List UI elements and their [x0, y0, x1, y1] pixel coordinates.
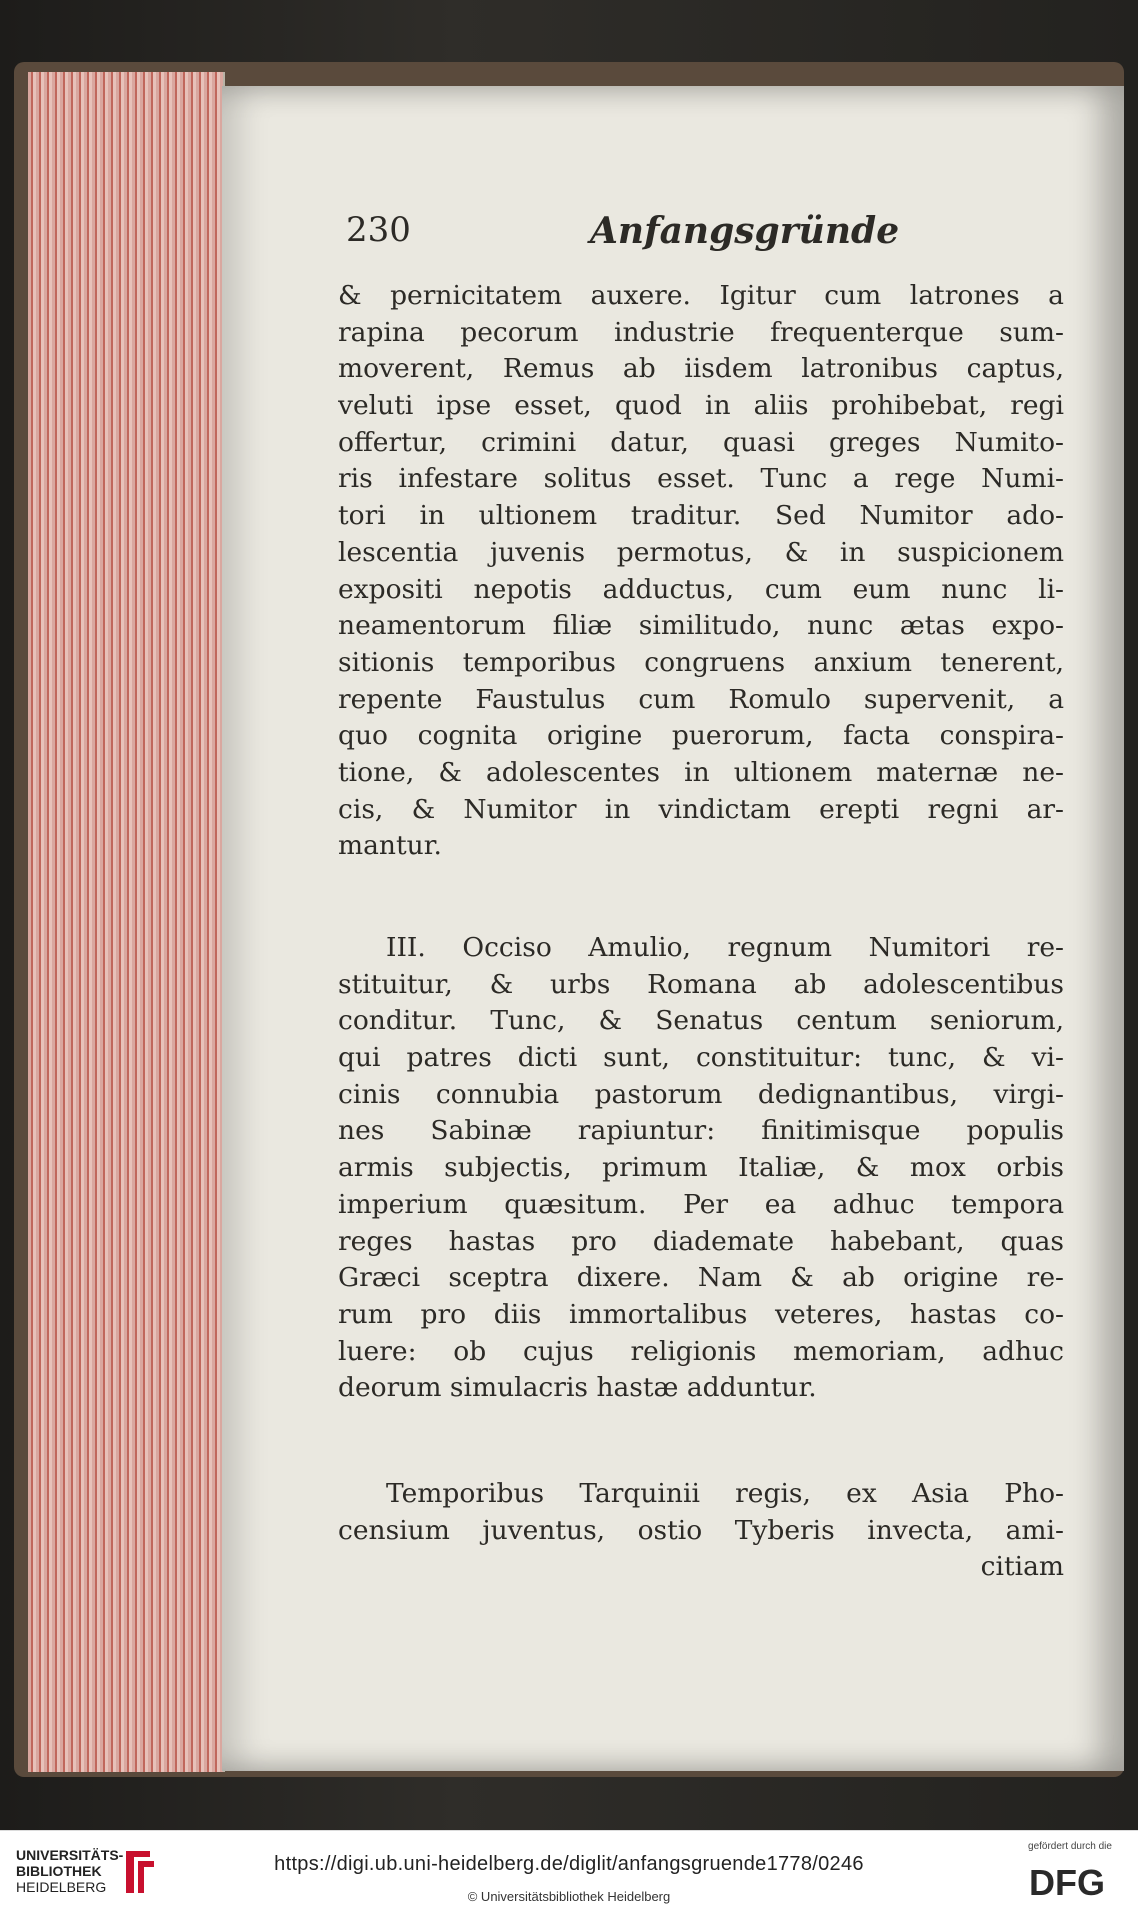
text-line: III. Occiso Amulio, regnum Numitori re-: [386, 932, 1064, 963]
text-line: deorum simulacris hastæ adduntur.: [338, 1372, 817, 1404]
permalink-url[interactable]: https://digi.ub.uni-heidelberg.de/diglit/anfangsgruende1778/0246: [274, 1853, 864, 1875]
funding-caption: gefördert durch die: [1028, 1841, 1112, 1852]
text-line: imperium quæsitum. Per ea adhuc tempora: [338, 1188, 1064, 1220]
text-line: stituitur, & urbs Romana ab adolescentibus: [338, 968, 1064, 1000]
running-head: [346, 210, 1066, 260]
text-line: expositi nepotis adductus, cum eum nunc li-: [338, 573, 1064, 605]
text-line: lescentia juvenis permotus, & in suspicionem: [338, 536, 1064, 568]
text-line: Græci sceptra dixere. Nam & ab origine re-: [338, 1262, 1064, 1294]
catchword: citiam: [980, 1551, 1064, 1583]
text-line: repente Faustulus cum Romulo supervenit, a: [338, 683, 1064, 715]
running-head-title: Anfangsgründe: [590, 210, 900, 252]
library-name-line3: HEIDELBERG: [16, 1879, 107, 1895]
paragraph-1: [338, 278, 1064, 865]
text-line: moverent, Remus ab iisdem latronibus captus,: [338, 353, 1064, 385]
text-line: quo cognita origine puerorum, facta conspira-: [338, 720, 1064, 752]
text-line: nes Sabinæ rapiuntur: finitimisque populis: [338, 1115, 1064, 1147]
text-line: sitionis temporibus congruens anxium tenerent,: [338, 646, 1064, 678]
text-line: cis, & Numitor in vindictam erepti regni ar-: [338, 793, 1064, 825]
text-line: tione, & adolescentes in ultionem maternæ ne-: [338, 756, 1064, 788]
copyright-notice: © Universitätsbibliothek Heidelberg: [467, 1889, 671, 1904]
text-line: Temporibus Tarquinii regis, ex Asia Pho-: [386, 1478, 1064, 1509]
text-line: veluti ipse esset, quod in aliis prohibebat, regi: [338, 390, 1064, 422]
text-line: neamentorum filiæ similitudo, nunc ætas expo-: [338, 610, 1064, 642]
library-name-line1: UNIVERSITÄTS-: [16, 1847, 124, 1863]
text-line: & pernicitatem auxere. Igitur cum latrones a: [338, 280, 1064, 311]
paragraph-2: [338, 930, 1064, 1407]
footer-bar: [0, 1830, 1138, 1914]
text-line: luere: ob cujus religionis memoriam, adhuc: [338, 1335, 1064, 1367]
text-line: offertur, crimini datur, quasi greges Numito-: [338, 426, 1064, 458]
text-line: censium juventus, ostio Tyberis invecta, ami-: [338, 1514, 1064, 1546]
dfg-logo-text: DFG: [1029, 1862, 1105, 1901]
text-line: rum pro diis immortalibus veteres, hastas co-: [338, 1298, 1064, 1330]
funding-note: [1010, 1841, 1130, 1852]
text-line: rapina pecorum industrie frequenterque sum-: [338, 316, 1064, 348]
text-line: armis subjectis, primum Italiæ, & mox orbis: [338, 1152, 1064, 1184]
text-line: cinis connubia pastorum dedignantibus, virgi-: [338, 1078, 1064, 1110]
paragraph-3: [338, 1476, 1064, 1586]
dfg-logo-icon: [1018, 1861, 1116, 1901]
text-line: conditur. Tunc, & Senatus centum seniorum,: [338, 1005, 1064, 1037]
page-number: 230: [346, 210, 411, 250]
text-line: qui patres dicti sunt, constituitur: tunc, & vi-: [338, 1042, 1064, 1074]
library-name-line2: BIBLIOTHEK: [16, 1863, 102, 1879]
text-line: ris infestare solitus esset. Tunc a rege Numi-: [338, 463, 1064, 495]
text-line: mantur.: [338, 830, 442, 862]
text-line: tori in ultionem traditur. Sed Numitor ado-: [338, 500, 1064, 532]
text-line: reges hastas pro diademate habebant, quas: [338, 1225, 1064, 1257]
page-edges: [28, 72, 225, 1772]
